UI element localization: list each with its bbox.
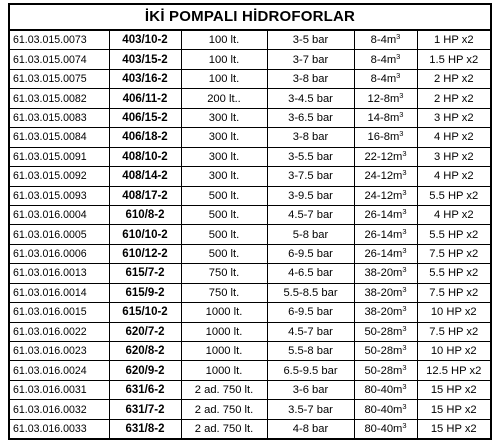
pressure-range-cell: 3-4.5 bar bbox=[267, 89, 354, 108]
pressure-range-cell: 3-5.5 bar bbox=[267, 147, 354, 166]
motor-power-cell: 4 HP x2 bbox=[417, 128, 490, 147]
cubic-exponent: 3 bbox=[402, 420, 407, 430]
flow-rate-cell bbox=[354, 225, 417, 244]
product-code-cell: 61.03.016.0005 bbox=[10, 225, 109, 244]
model-cell: 615/9-2 bbox=[109, 283, 181, 302]
table-row bbox=[10, 69, 490, 88]
product-code-cell: 61.03.016.0013 bbox=[10, 264, 109, 283]
table-body bbox=[10, 31, 490, 438]
cubic-exponent: 3 bbox=[399, 129, 404, 139]
model-cell: 408/17-2 bbox=[109, 186, 181, 205]
table-row bbox=[10, 361, 490, 380]
pressure-range-cell: 5-8 bar bbox=[267, 225, 354, 244]
pressure-range-cell: 4-8 bar bbox=[267, 419, 354, 438]
pressure-range-cell: 4.5-7 bar bbox=[267, 322, 354, 341]
model-cell: 620/7-2 bbox=[109, 322, 181, 341]
product-code-cell: 61.03.016.0032 bbox=[10, 400, 109, 419]
product-code-cell: 61.03.015.0092 bbox=[10, 167, 109, 186]
pressure-range-cell: 3-6 bar bbox=[267, 380, 354, 399]
tank-volume-cell: 2 ad. 750 lt. bbox=[181, 400, 267, 419]
flow-rate-cell bbox=[354, 167, 417, 186]
model-cell: 631/6-2 bbox=[109, 380, 181, 399]
tank-volume-cell: 2 ad. 750 lt. bbox=[181, 380, 267, 399]
motor-power-cell: 15 HP x2 bbox=[417, 380, 490, 399]
cubic-exponent: 3 bbox=[402, 323, 407, 333]
motor-power-cell: 10 HP x2 bbox=[417, 342, 490, 361]
table-row bbox=[10, 380, 490, 399]
flow-rate-value: 80-40m bbox=[364, 422, 403, 435]
tank-volume-cell: 2 ad. 750 lt. bbox=[181, 419, 267, 438]
product-code-cell: 61.03.016.0004 bbox=[10, 205, 109, 224]
table-row bbox=[10, 147, 490, 166]
flow-rate-value: 50-28m bbox=[364, 325, 403, 338]
table-row bbox=[10, 128, 490, 147]
pressure-range-cell: 6.5-9.5 bar bbox=[267, 361, 354, 380]
flow-rate-cell bbox=[354, 342, 417, 361]
pressure-range-cell: 6-9.5 bar bbox=[267, 244, 354, 263]
cubic-exponent: 3 bbox=[402, 265, 407, 275]
tank-volume-cell: 500 lt. bbox=[181, 244, 267, 263]
flow-rate-cell bbox=[354, 244, 417, 263]
flow-rate-cell bbox=[354, 50, 417, 69]
pressure-range-cell: 5.5-8 bar bbox=[267, 342, 354, 361]
table-row bbox=[10, 225, 490, 244]
cubic-exponent: 3 bbox=[396, 51, 401, 61]
flow-rate-value: 8-4m bbox=[370, 34, 397, 47]
table-row bbox=[10, 108, 490, 127]
product-code-cell: 61.03.016.0031 bbox=[10, 380, 109, 399]
flow-rate-cell bbox=[354, 303, 417, 322]
flow-rate-value: 80-40m bbox=[364, 403, 403, 416]
motor-power-cell: 2 HP x2 bbox=[417, 69, 490, 88]
motor-power-cell: 10 HP x2 bbox=[417, 303, 490, 322]
motor-power-cell: 5.5 HP x2 bbox=[417, 225, 490, 244]
cubic-exponent: 3 bbox=[396, 71, 401, 81]
table-row bbox=[10, 322, 490, 341]
model-cell: 408/14-2 bbox=[109, 167, 181, 186]
product-code-cell: 61.03.016.0022 bbox=[10, 322, 109, 341]
product-code-cell: 61.03.015.0073 bbox=[10, 31, 109, 50]
table-row bbox=[10, 167, 490, 186]
pressure-range-cell: 3-7 bar bbox=[267, 50, 354, 69]
tank-volume-cell: 750 lt. bbox=[181, 283, 267, 302]
flow-rate-cell bbox=[354, 31, 417, 50]
flow-rate-cell bbox=[354, 322, 417, 341]
cubic-exponent: 3 bbox=[402, 187, 407, 197]
table-row bbox=[10, 244, 490, 263]
pressure-range-cell: 4-6.5 bar bbox=[267, 264, 354, 283]
flow-rate-value: 38-20m bbox=[364, 306, 403, 319]
tank-volume-cell: 1000 lt. bbox=[181, 303, 267, 322]
tank-volume-cell: 1000 lt. bbox=[181, 322, 267, 341]
tank-volume-cell: 300 lt. bbox=[181, 147, 267, 166]
flow-rate-value: 50-28m bbox=[364, 364, 403, 377]
table-row bbox=[10, 186, 490, 205]
tank-volume-cell: 500 lt. bbox=[181, 225, 267, 244]
flow-rate-value: 26-14m bbox=[364, 248, 403, 261]
tank-volume-cell: 500 lt. bbox=[181, 205, 267, 224]
model-cell: 403/15-2 bbox=[109, 50, 181, 69]
pressure-range-cell: 3-9.5 bar bbox=[267, 186, 354, 205]
table-row bbox=[10, 50, 490, 69]
flow-rate-value: 8-4m bbox=[370, 73, 397, 86]
flow-rate-value: 12-8m bbox=[367, 92, 400, 105]
motor-power-cell: 12.5 HP x2 bbox=[417, 361, 490, 380]
cubic-exponent: 3 bbox=[402, 168, 407, 178]
tank-volume-cell: 300 lt. bbox=[181, 167, 267, 186]
flow-rate-value: 26-14m bbox=[364, 228, 403, 241]
flow-rate-value: 26-14m bbox=[364, 209, 403, 222]
cubic-exponent: 3 bbox=[402, 382, 407, 392]
flow-rate-value: 14-8m bbox=[367, 111, 400, 124]
product-code-cell: 61.03.016.0015 bbox=[10, 303, 109, 322]
flow-rate-cell bbox=[354, 264, 417, 283]
model-cell: 406/11-2 bbox=[109, 89, 181, 108]
pressure-range-cell: 3.5-7 bar bbox=[267, 400, 354, 419]
table-row bbox=[10, 283, 490, 302]
motor-power-cell: 7.5 HP x2 bbox=[417, 244, 490, 263]
product-code-cell: 61.03.015.0075 bbox=[10, 69, 109, 88]
cubic-exponent: 3 bbox=[399, 109, 404, 119]
flow-rate-cell bbox=[354, 147, 417, 166]
product-price-sheet bbox=[8, 3, 492, 440]
flow-rate-cell bbox=[354, 419, 417, 438]
motor-power-cell: 5.5 HP x2 bbox=[417, 186, 490, 205]
motor-power-cell: 5.5 HP x2 bbox=[417, 264, 490, 283]
model-cell: 610/12-2 bbox=[109, 244, 181, 263]
motor-power-cell: 2 HP x2 bbox=[417, 89, 490, 108]
motor-power-cell: 4 HP x2 bbox=[417, 205, 490, 224]
product-code-cell: 61.03.016.0006 bbox=[10, 244, 109, 263]
flow-rate-cell bbox=[354, 400, 417, 419]
table-row bbox=[10, 264, 490, 283]
motor-power-cell: 1.5 HP x2 bbox=[417, 50, 490, 69]
model-cell: 615/10-2 bbox=[109, 303, 181, 322]
cubic-exponent: 3 bbox=[402, 343, 407, 353]
tank-volume-cell: 100 lt. bbox=[181, 69, 267, 88]
model-cell: 403/16-2 bbox=[109, 69, 181, 88]
model-cell: 620/8-2 bbox=[109, 342, 181, 361]
table-row bbox=[10, 419, 490, 438]
table-row bbox=[10, 303, 490, 322]
flow-rate-value: 22-12m bbox=[364, 150, 403, 163]
table-row bbox=[10, 342, 490, 361]
flow-rate-cell bbox=[354, 283, 417, 302]
flow-rate-value: 38-20m bbox=[364, 267, 403, 280]
cubic-exponent: 3 bbox=[402, 304, 407, 314]
product-code-cell: 61.03.016.0023 bbox=[10, 342, 109, 361]
flow-rate-cell bbox=[354, 380, 417, 399]
pressure-range-cell: 3-6.5 bar bbox=[267, 108, 354, 127]
product-code-cell: 61.03.015.0093 bbox=[10, 186, 109, 205]
product-code-cell: 61.03.016.0024 bbox=[10, 361, 109, 380]
table-title: İKİ POMPALI HİDROFORLAR bbox=[10, 5, 490, 31]
cubic-exponent: 3 bbox=[399, 90, 404, 100]
motor-power-cell: 3 HP x2 bbox=[417, 108, 490, 127]
pressure-range-cell: 5.5-8.5 bar bbox=[267, 283, 354, 302]
flow-rate-value: 24-12m bbox=[364, 189, 403, 202]
motor-power-cell: 15 HP x2 bbox=[417, 400, 490, 419]
model-cell: 408/10-2 bbox=[109, 147, 181, 166]
flow-rate-cell bbox=[354, 128, 417, 147]
model-cell: 615/7-2 bbox=[109, 264, 181, 283]
flow-rate-value: 8-4m bbox=[370, 53, 397, 66]
table-row bbox=[10, 400, 490, 419]
tank-volume-cell: 1000 lt. bbox=[181, 361, 267, 380]
tank-volume-cell: 750 lt. bbox=[181, 264, 267, 283]
cubic-exponent: 3 bbox=[402, 284, 407, 294]
model-cell: 406/18-2 bbox=[109, 128, 181, 147]
model-cell: 403/10-2 bbox=[109, 31, 181, 50]
pressure-range-cell: 3-8 bar bbox=[267, 69, 354, 88]
motor-power-cell: 15 HP x2 bbox=[430, 422, 477, 435]
motor-power-cell: 7.5 HP x2 bbox=[417, 322, 490, 341]
flow-rate-value: 24-12m bbox=[364, 170, 403, 183]
tank-volume-cell: 100 lt. bbox=[181, 50, 267, 69]
motor-power-cell: 1 HP x2 bbox=[417, 31, 490, 50]
cubic-exponent: 3 bbox=[396, 32, 401, 42]
hydrophore-table bbox=[10, 31, 490, 438]
table-row bbox=[10, 205, 490, 224]
cubic-exponent: 3 bbox=[402, 207, 407, 217]
cubic-exponent: 3 bbox=[402, 362, 407, 372]
tank-volume-cell: 300 lt. bbox=[181, 128, 267, 147]
flow-rate-value: 80-40m bbox=[364, 384, 403, 397]
model-cell: 620/9-2 bbox=[109, 361, 181, 380]
pressure-range-cell: 4.5-7 bar bbox=[267, 205, 354, 224]
flow-rate-cell bbox=[354, 205, 417, 224]
cubic-exponent: 3 bbox=[402, 401, 407, 411]
product-code-cell: 61.03.015.0082 bbox=[10, 89, 109, 108]
product-code-cell: 61.03.016.0033 bbox=[10, 419, 109, 438]
model-cell: 631/7-2 bbox=[109, 400, 181, 419]
flow-rate-cell bbox=[354, 186, 417, 205]
motor-power-cell: 7.5 HP x2 bbox=[417, 283, 490, 302]
pressure-range-cell: 3-5 bar bbox=[267, 31, 354, 50]
product-code-cell: 61.03.015.0091 bbox=[10, 147, 109, 166]
tank-volume-cell: 200 lt.. bbox=[181, 89, 267, 108]
cubic-exponent: 3 bbox=[402, 226, 407, 236]
model-cell: 610/10-2 bbox=[109, 225, 181, 244]
tank-volume-cell: 1000 lt. bbox=[181, 342, 267, 361]
flow-rate-cell bbox=[354, 361, 417, 380]
flow-rate-cell bbox=[354, 89, 417, 108]
product-code-cell: 61.03.016.0014 bbox=[10, 283, 109, 302]
model-cell: 406/15-2 bbox=[109, 108, 181, 127]
product-code-cell: 61.03.015.0083 bbox=[10, 108, 109, 127]
pressure-range-cell: 3-7.5 bar bbox=[267, 167, 354, 186]
product-code-cell: 61.03.015.0074 bbox=[10, 50, 109, 69]
tank-volume-cell: 300 lt. bbox=[181, 108, 267, 127]
tank-volume-cell: 100 lt. bbox=[181, 31, 267, 50]
product-code-cell: 61.03.015.0084 bbox=[10, 128, 109, 147]
tank-volume-cell: 500 lt. bbox=[181, 186, 267, 205]
table-row bbox=[10, 31, 490, 50]
cubic-exponent: 3 bbox=[402, 148, 407, 158]
cubic-exponent: 3 bbox=[402, 246, 407, 256]
model-cell: 631/8-2 bbox=[109, 419, 181, 438]
motor-power-cell: 4 HP x2 bbox=[417, 167, 490, 186]
pressure-range-cell: 6-9.5 bar bbox=[267, 303, 354, 322]
table-row bbox=[10, 89, 490, 108]
pressure-range-cell: 3-8 bar bbox=[267, 128, 354, 147]
flow-rate-cell bbox=[354, 108, 417, 127]
flow-rate-value: 50-28m bbox=[364, 345, 403, 358]
motor-power-cell: 3 HP x2 bbox=[417, 147, 490, 166]
flow-rate-cell bbox=[354, 69, 417, 88]
model-cell: 610/8-2 bbox=[109, 205, 181, 224]
flow-rate-value: 16-8m bbox=[367, 131, 400, 144]
flow-rate-value: 38-20m bbox=[364, 286, 403, 299]
